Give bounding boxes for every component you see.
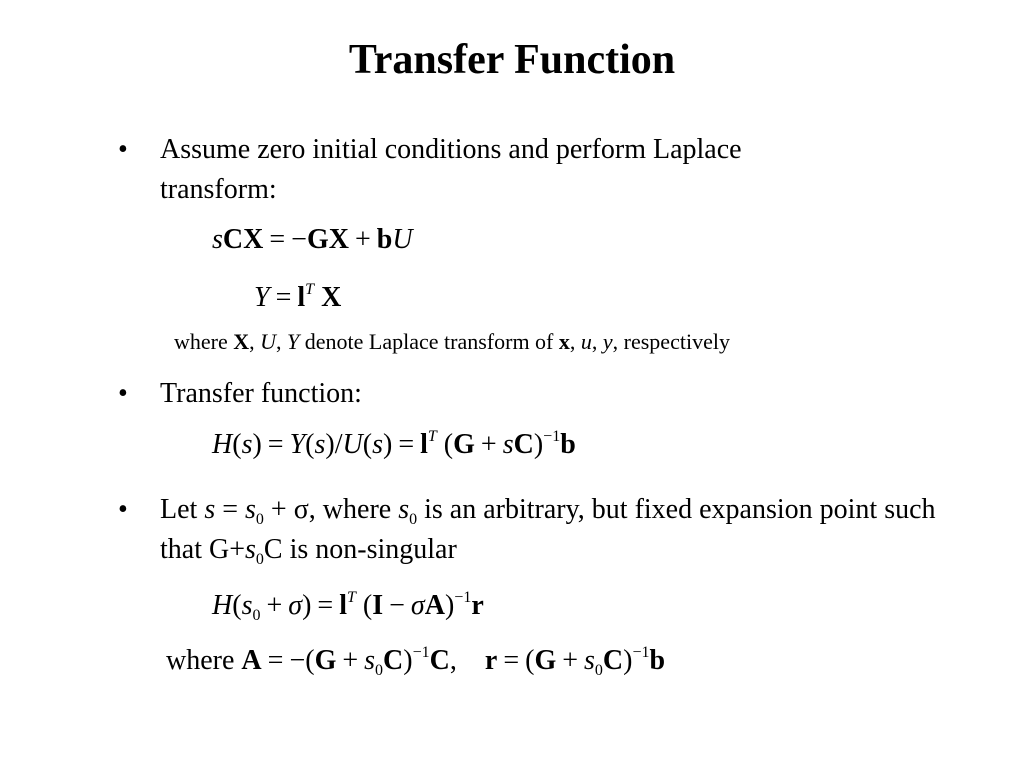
bullet-3-text: Let $s = s_0 + \sigma$, where $s_0$ is an arbitrary, but fixed expansion point such that $G+s_0C$ is non-singular xyxy=(160,494,936,568)
equation-state: sCX = −GX + bU xyxy=(212,224,413,255)
equation-transfer-function: $H(s) = Y(s)/U(s) = l^T$ (G + sC)$^{-1}$b xyxy=(212,428,576,460)
equation-definitions: where $A = -(G + s_0C)^{-1}C$, $r = (G + s_0C)^{-1}b$ xyxy=(166,644,666,679)
bullet-2-text: Transfer function: xyxy=(160,378,362,409)
bullet-marker: • xyxy=(118,494,128,525)
equation-expansion: $H(s_0 + \sigma) = l^T$ $(I - \sigma A)^{-1}r$ xyxy=(212,589,484,624)
bullet-marker: • xyxy=(118,378,128,409)
bullet-1-text: Assume zero initial conditions and perform Laplace transform: xyxy=(160,134,742,205)
bullet-marker: • xyxy=(118,134,128,165)
equation-output: $Y = l^T$ X xyxy=(254,281,342,313)
slide-title: Transfer Function xyxy=(348,37,676,83)
laplace-note: where X, U, Y denote Laplace transform of x, u, y, respectively xyxy=(174,329,730,354)
